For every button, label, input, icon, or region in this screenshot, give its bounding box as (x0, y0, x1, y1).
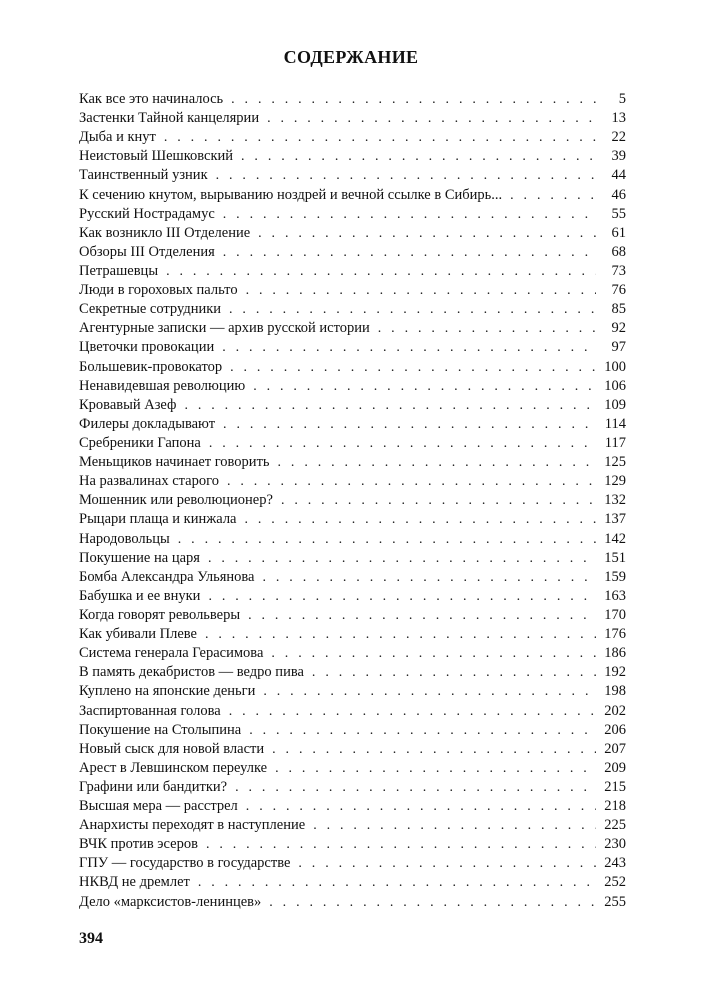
toc-entry-page: 202 (604, 702, 626, 719)
toc-entry-page: 22 (611, 129, 626, 146)
toc-entry (79, 396, 626, 415)
toc-entry-title: Заспиртованная голова (79, 702, 221, 719)
toc-entry-title: Анархисты переходят в наступление (79, 817, 306, 834)
toc-entry-title: Бомба Александра Ульянова (79, 568, 255, 585)
dot-leader (231, 90, 596, 109)
dot-leader (249, 721, 596, 740)
toc-entry-title: На развалинах старого (79, 473, 219, 490)
toc-entry-page: 176 (604, 626, 626, 643)
toc-entry (79, 90, 626, 109)
dot-leader (378, 319, 596, 338)
dot-leader (258, 224, 596, 243)
dot-leader (510, 186, 596, 205)
toc-entry-page: 109 (604, 396, 626, 413)
toc-entry-page: 55 (611, 205, 626, 222)
dot-leader (223, 243, 596, 262)
toc-entry (79, 510, 626, 529)
toc-entry-page: 137 (604, 511, 626, 528)
toc-entry (79, 128, 626, 147)
toc-entry (79, 835, 626, 854)
toc-entry-page: 170 (604, 606, 626, 623)
dot-leader (184, 396, 596, 415)
toc-entry (79, 281, 626, 300)
toc-entry-title: Новый сыск для новой власти (79, 740, 265, 757)
dot-leader (208, 587, 596, 606)
toc-entry-page: 252 (604, 874, 626, 891)
toc-entry-title: Большевик-провокатор (79, 358, 223, 375)
toc-entry-page: 125 (604, 454, 626, 471)
toc-entry-title: Покушение на Столыпина (79, 721, 242, 738)
toc-entry (79, 797, 626, 816)
toc-entry-page: 151 (604, 549, 626, 566)
toc-entry-title: В память декабристов — ведро пива (79, 664, 304, 681)
toc-entry (79, 319, 626, 338)
toc-entry-page: 73 (611, 262, 626, 279)
dot-leader (235, 778, 596, 797)
toc-entry-page: 44 (611, 167, 626, 184)
toc-entry-title: Дело «марксистов-ленинцев» (79, 893, 262, 910)
toc-entry (79, 491, 626, 510)
dot-leader (208, 549, 596, 568)
dot-leader (223, 205, 596, 224)
page-title: СОДЕРЖАНИЕ (283, 47, 419, 67)
toc-entry (79, 377, 626, 396)
toc-entry-title: К сечению кнутом, вырыванию ноздрей и вечной ссылке в Сибирь... (79, 186, 503, 203)
toc-entry-page: 92 (611, 320, 626, 337)
toc-entry-title: Обзоры III Отделения (79, 243, 215, 260)
toc-entry-title: Как убивали Плеве (79, 626, 197, 643)
toc-entry-title: Цветочки провокации (79, 339, 215, 356)
toc-entry (79, 854, 626, 873)
toc-entry-title: НКВД не дремлет (79, 874, 190, 891)
toc-entry-title: Высшая мера — расстрел (79, 798, 238, 815)
toc-entry-title: Филеры докладывают (79, 415, 216, 432)
toc-entry-title: Меньщиков начинает говорить (79, 454, 270, 471)
toc-entry (79, 721, 626, 740)
dot-leader (223, 415, 596, 434)
toc-entry-title: Русский Нострадамус (79, 205, 215, 222)
toc-entry (79, 893, 626, 912)
toc-entry-title: Петрашевцы (79, 262, 159, 279)
toc-entry-title: Как все это начиналось (79, 91, 224, 107)
dot-leader (178, 530, 596, 549)
toc-entry-title: Таинственный узник (79, 167, 208, 184)
page-number: 394 (79, 930, 103, 947)
table-of-contents (79, 90, 626, 912)
toc-entry (79, 453, 626, 472)
dot-leader (263, 682, 596, 701)
toc-entry-title: Неистовый Шешковский (79, 148, 234, 165)
toc-entry (79, 530, 626, 549)
toc-entry (79, 702, 626, 721)
toc-entry-title: Бабушка и ее внуки (79, 587, 201, 604)
toc-entry (79, 338, 626, 357)
toc-entry-page: 106 (604, 377, 626, 394)
toc-entry-title: Застенки Тайной канцелярии (79, 110, 260, 127)
dot-leader (216, 166, 596, 185)
toc-entry (79, 625, 626, 644)
toc-entry (79, 166, 626, 185)
toc-entry (79, 300, 626, 319)
toc-entry-title: Как возникло III Отделение (79, 224, 251, 241)
toc-entry-page: 46 (611, 186, 626, 203)
toc-entry (79, 358, 626, 377)
dot-leader (229, 702, 596, 721)
toc-entry-page: 68 (611, 243, 626, 260)
toc-entry-title: ВЧК против эсеров (79, 836, 198, 853)
dot-leader (205, 625, 596, 644)
toc-entry-page: 186 (604, 645, 626, 662)
toc-entry (79, 549, 626, 568)
dot-leader (271, 644, 596, 663)
toc-entry-title: ГПУ — государство в государстве (79, 855, 291, 872)
toc-entry (79, 568, 626, 587)
toc-entry-page: 225 (604, 817, 626, 834)
dot-leader (227, 472, 596, 491)
toc-entry (79, 778, 626, 797)
toc-entry-page: 209 (604, 759, 626, 776)
dot-leader (222, 338, 596, 357)
toc-entry (79, 682, 626, 701)
toc-entry-title: Куплено на японские деньги (79, 683, 256, 700)
dot-leader (198, 873, 596, 892)
toc-entry (79, 224, 626, 243)
toc-entry-title: Покушение на царя (79, 549, 200, 566)
toc-entry-page: 85 (611, 301, 626, 318)
toc-entry-page: 97 (611, 339, 626, 356)
toc-entry-title: Рыцари плаща и кинжала (79, 511, 237, 528)
dot-leader (164, 128, 596, 147)
dot-leader (230, 358, 596, 377)
dot-leader (298, 854, 596, 873)
toc-entry-title: Ненавидевшая революцию (79, 377, 246, 394)
toc-entry-title: Люди в гороховых пальто (79, 282, 238, 299)
toc-entry (79, 147, 626, 166)
toc-entry-page: 129 (604, 473, 626, 490)
toc-entry (79, 606, 626, 625)
toc-entry (79, 262, 626, 281)
toc-entry (79, 109, 626, 128)
toc-entry-title: Система генерала Герасимова (79, 645, 264, 662)
toc-entry (79, 243, 626, 262)
dot-leader (269, 893, 596, 912)
dot-leader (246, 281, 596, 300)
toc-entry-page: 230 (604, 836, 626, 853)
dot-leader (253, 377, 596, 396)
toc-entry-page: 100 (604, 358, 626, 375)
toc-entry-page: 117 (604, 434, 626, 451)
dot-leader (209, 434, 596, 453)
dot-leader (312, 663, 596, 682)
toc-entry-title: Агентурные записки — архив русской истории (79, 320, 370, 337)
toc-entry-page: 132 (604, 492, 626, 509)
toc-entry-page: 163 (604, 587, 626, 604)
toc-entry-title: Графини или бандитки? (79, 778, 228, 795)
toc-entry (79, 740, 626, 759)
toc-entry-title: Секретные сотрудники (79, 301, 222, 318)
dot-leader (166, 262, 596, 281)
toc-entry-page: 61 (611, 224, 626, 241)
toc-entry (79, 587, 626, 606)
toc-entry-page: 159 (604, 568, 626, 585)
toc-entry-title: Народовольцы (79, 530, 170, 547)
toc-entry-title: Мошенник или революционер? (79, 492, 273, 509)
toc-entry-page: 114 (604, 415, 626, 432)
toc-entry (79, 644, 626, 663)
toc-entry (79, 759, 626, 778)
toc-entry (79, 663, 626, 682)
dot-leader (263, 568, 597, 587)
toc-entry-page: 76 (611, 282, 626, 299)
toc-entry (79, 186, 626, 205)
toc-entry-page: 192 (604, 664, 626, 681)
toc-entry (79, 472, 626, 491)
toc-entry (79, 434, 626, 453)
toc-entry-page: 243 (604, 855, 626, 872)
dot-leader (278, 453, 596, 472)
dot-leader (246, 797, 596, 816)
dot-leader (248, 606, 596, 625)
toc-entry-title: Когда говорят револьверы (79, 606, 241, 623)
dot-leader (272, 740, 596, 759)
dot-leader (241, 147, 596, 166)
toc-entry-title: Кровавый Азеф (79, 396, 177, 413)
dot-leader (313, 816, 596, 835)
dot-leader (229, 300, 596, 319)
dot-leader (245, 510, 597, 529)
toc-entry-page: 206 (604, 721, 626, 738)
dot-leader (281, 491, 596, 510)
toc-entry-page: 13 (611, 110, 626, 127)
toc-entry-page: 207 (604, 740, 626, 757)
toc-entry-page: 255 (604, 893, 626, 910)
dot-leader (206, 835, 596, 854)
toc-entry-page: 39 (611, 148, 626, 165)
toc-entry (79, 816, 626, 835)
toc-entry-page: 215 (604, 778, 626, 795)
toc-entry-title: Сребреники Гапона (79, 434, 201, 451)
toc-entry (79, 873, 626, 892)
toc-entry-page: 198 (604, 683, 626, 700)
toc-entry-page: 5 (618, 91, 626, 107)
dot-leader (267, 109, 596, 128)
toc-entry (79, 205, 626, 224)
toc-entry-page: 218 (604, 798, 626, 815)
toc-entry (79, 415, 626, 434)
dot-leader (275, 759, 596, 778)
toc-entry-title: Арест в Левшинском переулке (79, 759, 268, 776)
toc-entry-page: 142 (604, 530, 626, 547)
toc-entry-title: Дыба и кнут (79, 129, 156, 146)
